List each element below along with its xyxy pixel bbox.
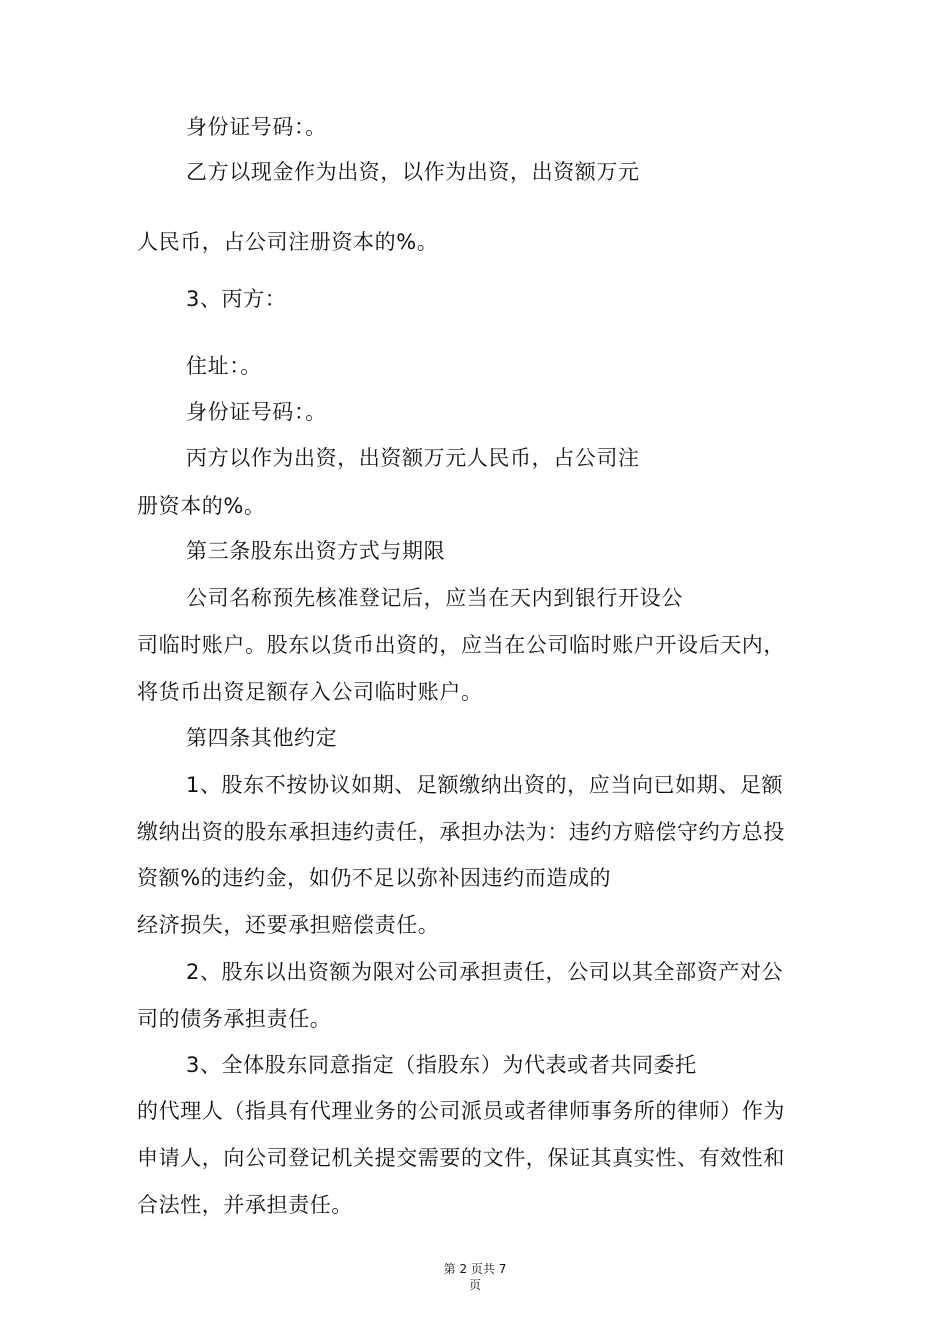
page-number: 第 2 页共 7 [443, 1262, 507, 1276]
text-line: 住址：。 [186, 354, 262, 378]
text-line: 申请人，向公司登记机关提交需要的文件，保证其真实性、有效性和 [137, 1146, 785, 1170]
text-line: 缴纳出资的股东承担违约责任，承担办法为：违约方赔偿守约方总投 [137, 820, 785, 844]
section-heading: 第四条其他约定 [186, 726, 338, 750]
text-line: 经济损失，还要承担赔偿责任。 [137, 913, 440, 937]
text-line: 资额%的违约金，如仍不足以弥补因违约而造成的 [137, 866, 612, 890]
text-line: 1、股东不按协议如期、足额缴纳出资的，应当向已如期、足额 [186, 773, 784, 797]
text-line: 乙方以现金作为出资，以作为出资，出资额万元 [186, 160, 640, 184]
text-line: 2、股东以出资额为限对公司承担责任，公司以其全部资产对公 [186, 960, 784, 984]
text-line: 丙方以作为出资，出资额万元人民币，占公司注 [186, 446, 640, 470]
text-line: 册资本的%。 [137, 494, 266, 518]
text-line: 身份证号码：。 [186, 115, 327, 139]
text-line: 3、丙方： [186, 287, 287, 311]
text-line: 合法性，并承担责任。 [137, 1193, 353, 1217]
text-line: 公司名称预先核准登记后，应当在天内到银行开设公 [186, 586, 683, 610]
section-heading: 第三条股东出资方式与期限 [186, 539, 446, 563]
text-line: 的代理人（指具有代理业务的公司派员或者律师事务所的律师）作为 [137, 1099, 785, 1123]
page-number-continued: 页 [468, 1278, 481, 1292]
text-line: 司临时账户。股东以货币出资的，应当在公司临时账户开设后天内， [137, 633, 785, 657]
text-line: 身份证号码：。 [186, 400, 327, 424]
text-line: 将货币出资足额存入公司临时账户。 [137, 680, 483, 704]
text-line: 人民币，占公司注册资本的%。 [137, 230, 439, 254]
text-line: 司的债务承担责任。 [137, 1007, 332, 1031]
text-line: 3、全体股东同意指定（指股东）为代表或者共同委托 [186, 1053, 697, 1077]
